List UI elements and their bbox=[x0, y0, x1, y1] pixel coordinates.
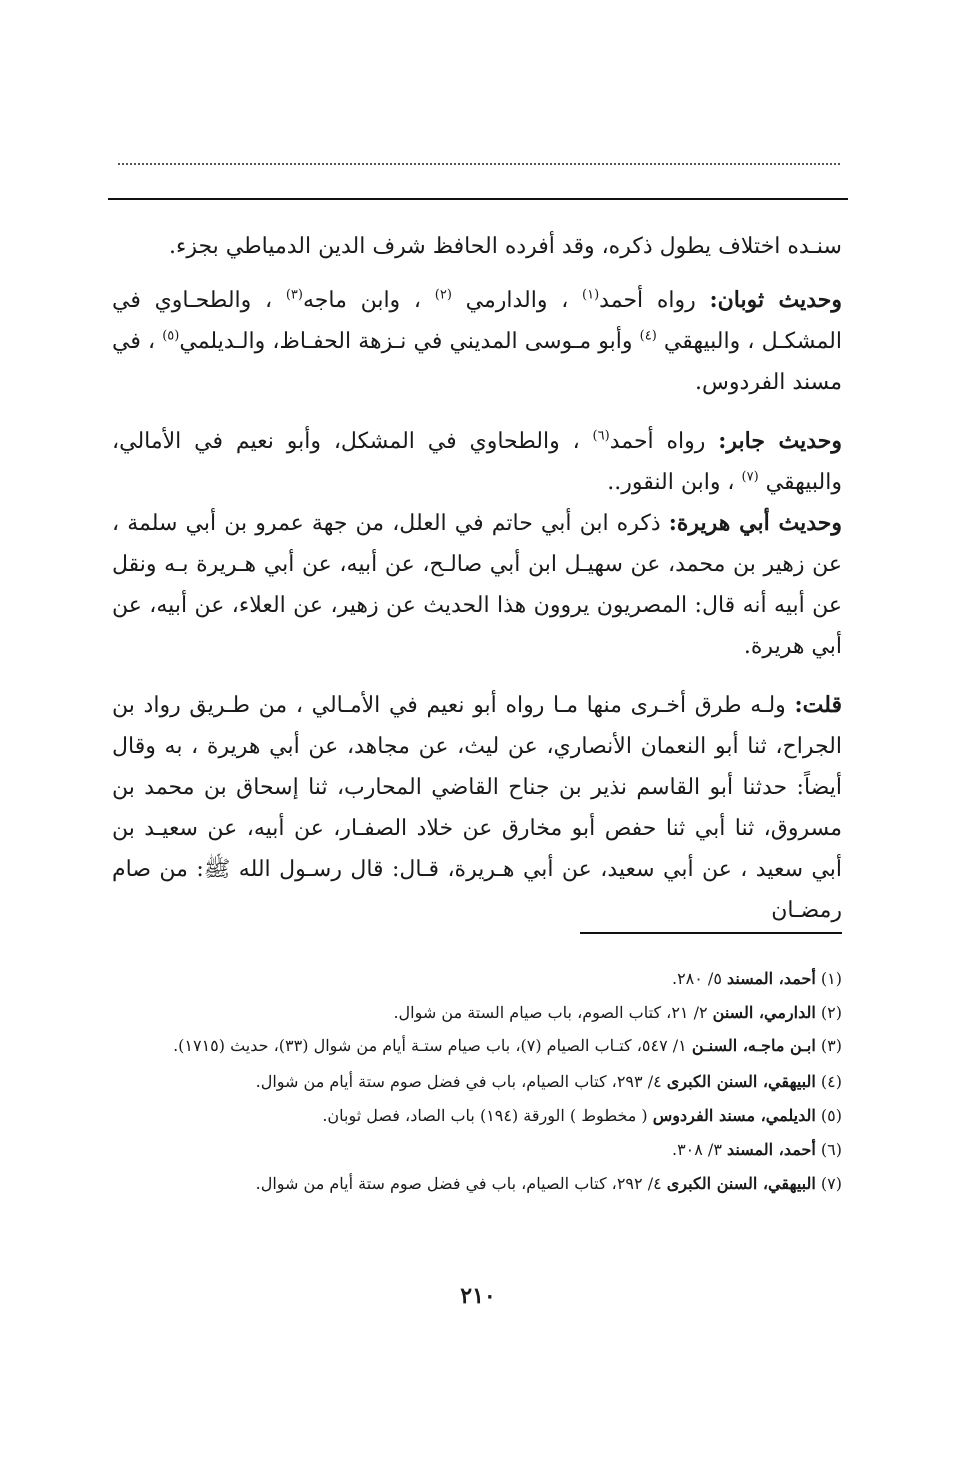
footnote-text: ١/ ٥٤٧، كتـاب الصيام (٧)، باب صيام ستـة أيام من شوال (٣٣)، حديث (١٧١٥). bbox=[173, 1036, 692, 1055]
footnote-number: (٢) bbox=[820, 1003, 842, 1022]
footnote-source: البيهقي، السنن الكبرى bbox=[666, 1174, 816, 1193]
paragraph-1 bbox=[112, 226, 842, 267]
footnote-ref: (٣) bbox=[285, 287, 303, 303]
header-rule bbox=[108, 198, 848, 200]
paragraph-text: ، والطحاوي في المشكل، وأبو نعيم في الأمالي، والبيهقي bbox=[112, 429, 842, 495]
footnote-6 bbox=[112, 1133, 842, 1167]
footnote-1 bbox=[112, 962, 842, 996]
paragraph-lead: وحديث أبي هريرة: bbox=[668, 510, 842, 536]
footnotes bbox=[112, 962, 842, 1201]
paragraph-lead: وحديث جابر: bbox=[718, 428, 842, 454]
paragraph-thawban bbox=[112, 280, 842, 403]
paragraph-lead: قلت: bbox=[794, 692, 842, 718]
footnote-ref: (٤) bbox=[639, 328, 657, 344]
paragraph-text: ، وابن ماجه bbox=[302, 288, 435, 313]
footnote-3 bbox=[112, 1030, 842, 1061]
footnote-separator bbox=[580, 932, 842, 934]
footnote-source: الدارمي، السنن bbox=[712, 1003, 816, 1022]
footnote-ref: (٢) bbox=[434, 287, 452, 303]
paragraph-text: ولـه طرق أخـرى منها مـا رواه أبو نعيم في الأمـالي ، من طـريق رواد بن الجراح، ثنا أبو النعمان الأنصاري، عن ليث، عن مجاهد، عن أبي هريرة ، به وقال أيضاً: حدثنا أبو القاسم نذير بن جناح القاضي المحارب، ثنا إسحاق بن محمد بن مسروق، ثنا أبي ثنا حفص أبو مخارق عن خلاد الصفـار، عن أبيه، عن سعيـد بن أبي سعيد ، عن أبي سعيد، عن أبي هـريرة، قـال: قال رسـول الله ﷺ: من صام رمضـان bbox=[112, 693, 842, 923]
footnote-number: (٤) bbox=[820, 1072, 842, 1091]
footnote-7 bbox=[112, 1167, 842, 1201]
paragraph-qultu bbox=[112, 685, 842, 931]
paragraph-jabir bbox=[112, 421, 842, 503]
footnote-number: (٣) bbox=[820, 1036, 842, 1055]
page-number: ٢١٠ bbox=[460, 1283, 496, 1309]
footnote-number: (٦) bbox=[820, 1140, 842, 1159]
footnote-text: ٢/ ٢١، كتاب الصوم، باب صيام الستة من شوال. bbox=[393, 1003, 713, 1022]
footnote-source: ابـن ماجـه، السنـن bbox=[691, 1036, 816, 1055]
paragraph-text: سنـده اختلاف يطول ذكره، وقد أفرده الحافظ شرف الدين الدمياطي بجزء. bbox=[168, 234, 842, 259]
paragraph-text: ، والطحـاوي في المشكـل ، والبيهقي bbox=[112, 288, 842, 354]
footnote-number: (١) bbox=[820, 969, 842, 988]
footnote-ref: (٧) bbox=[741, 469, 759, 485]
footnote-ref: (١) bbox=[582, 287, 600, 303]
paragraph-text: ، وابن النقور.. bbox=[607, 470, 742, 495]
footnote-text: ٤/ ٢٩٣، كتاب الصيام، باب في فضل صوم ستة أيام من شوال. bbox=[255, 1072, 667, 1091]
footnote-4 bbox=[112, 1065, 842, 1099]
main-text bbox=[112, 226, 842, 931]
paragraph-lead: وحديث ثوبان: bbox=[709, 287, 842, 313]
footnote-text: ( مخطوط ) الورقة (١٩٤) باب الصاد، فصل ثوبان. bbox=[322, 1106, 653, 1125]
header-dotted-rule bbox=[118, 163, 840, 165]
footnote-source: البيهقي، السنن الكبرى bbox=[666, 1072, 816, 1091]
paragraph-text: ، في مسند الفردوس. bbox=[112, 329, 842, 395]
paragraph-text: رواه أحمد bbox=[599, 288, 710, 313]
paragraph-text: وأبو مـوسى المديني في نـزهة الحفـاظ، والـديلمي bbox=[179, 329, 640, 354]
footnote-number: (٧) bbox=[820, 1174, 842, 1193]
footnote-2 bbox=[112, 996, 842, 1030]
paragraph-text: ذكره ابن أبي حاتم في العلل، من جهة عمرو بن أبي سلمة ، عن زهير بن محمد، عن سهيـل ابن أبي صالـح، عن أبيه، عن أبي هـريرة بـه ونقل عن أبيه أنه قال: المصريون يروون هذا الحديث عن زهير، عن العلاء، عن أبيه، عن أبي هريرة. bbox=[112, 511, 842, 659]
footnote-number: (٥) bbox=[820, 1106, 842, 1125]
footnote-source: أحمد، المسند bbox=[727, 1140, 816, 1159]
paragraph-abu-hurayra bbox=[112, 503, 842, 667]
footnote-source: أحمد، المسند bbox=[727, 969, 816, 988]
footnote-ref: (٥) bbox=[162, 328, 180, 344]
paragraph-text: رواه أحمد bbox=[609, 429, 719, 454]
paragraph-text: ، والدارمي bbox=[451, 288, 583, 313]
footnote-text: ٤/ ٢٩٢، كتاب الصيام، باب في فضل صوم ستة أيام من شوال. bbox=[255, 1174, 667, 1193]
footnote-source: الديلمي، مسند الفردوس bbox=[652, 1106, 816, 1125]
footnote-ref: (٦) bbox=[592, 428, 610, 444]
footnote-text: ٥/ ٢٨٠. bbox=[671, 969, 728, 988]
footnote-text: ٣/ ٣٠٨. bbox=[671, 1140, 728, 1159]
footnote-5 bbox=[112, 1099, 842, 1133]
